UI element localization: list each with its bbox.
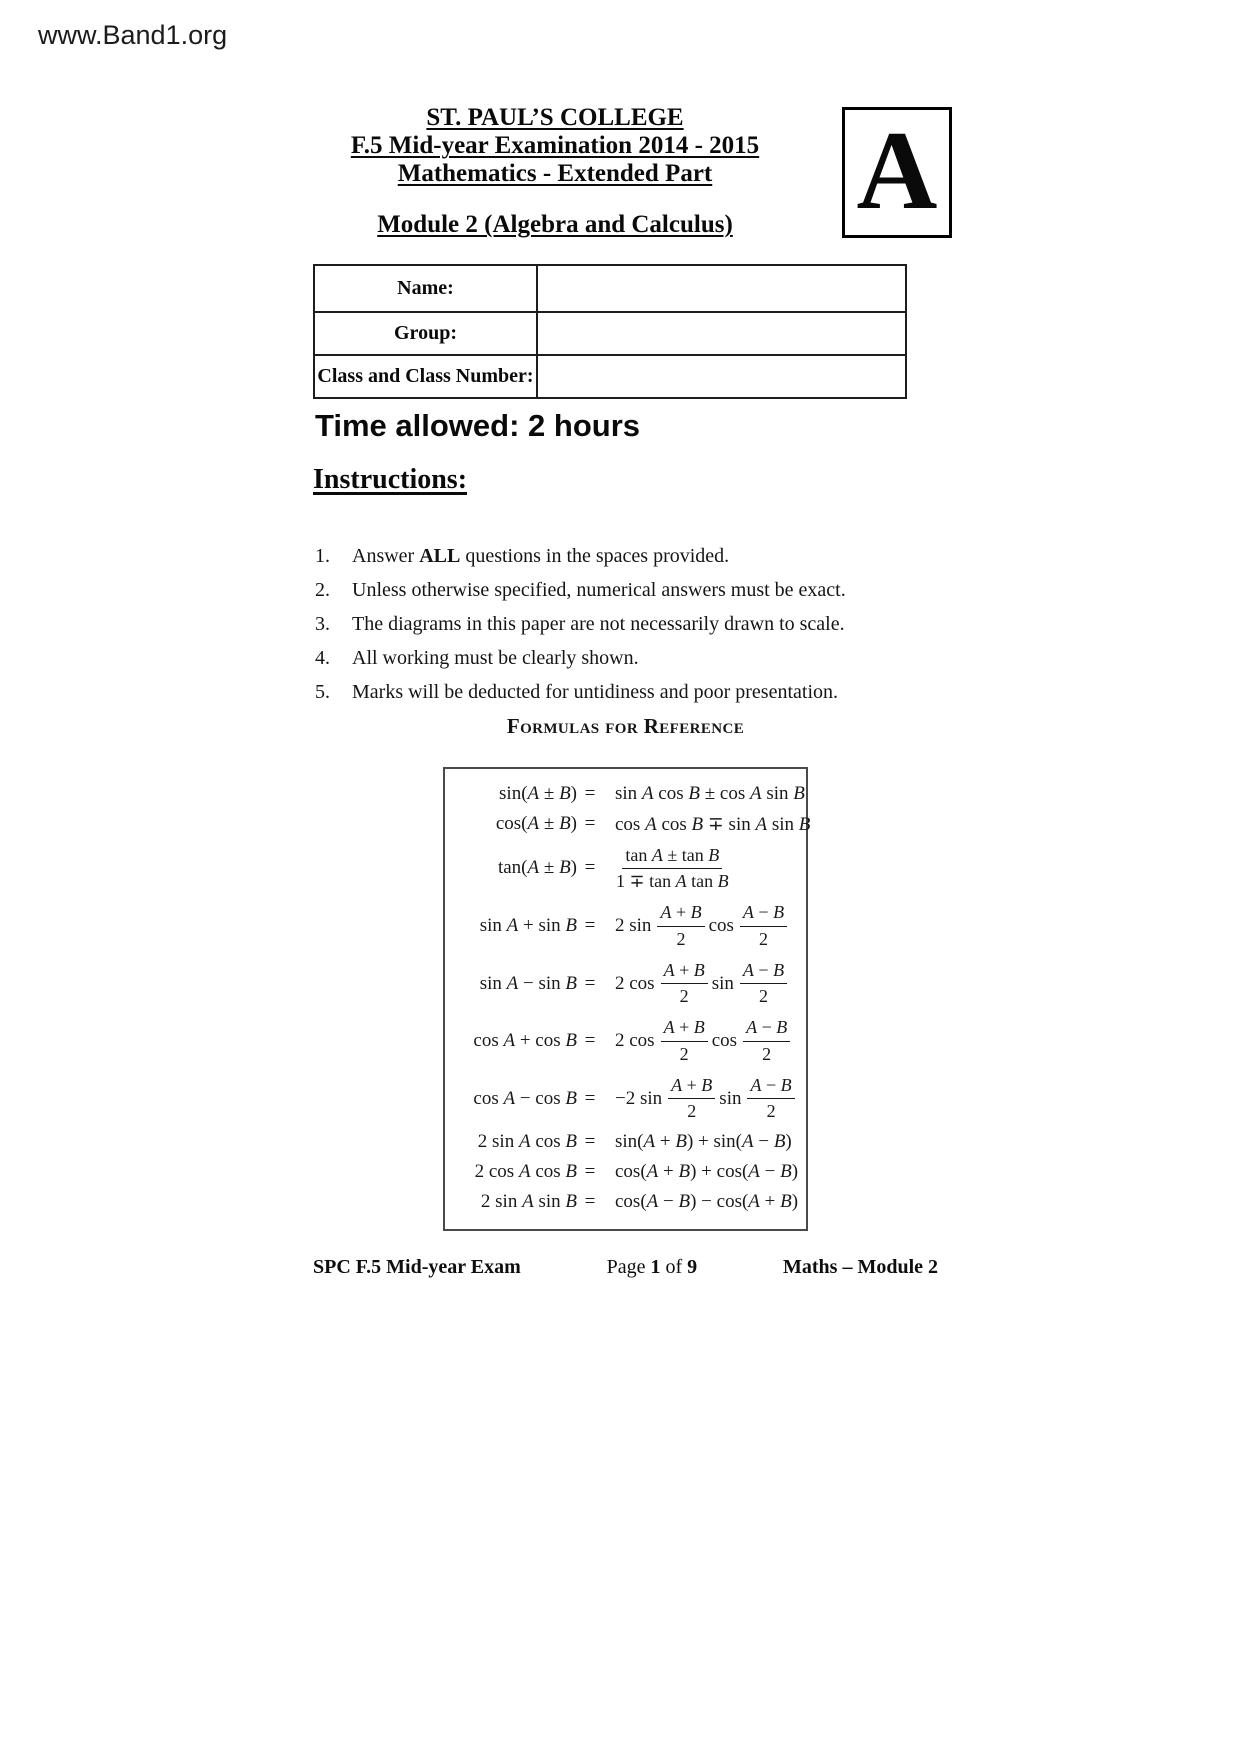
fraction: $\frac{A - B}{2}$ — [740, 901, 787, 951]
formula-lhs: sin A − sin B — [479, 972, 577, 994]
instruction-text: Unless otherwise specified, numerical answers must be exact. — [352, 579, 846, 601]
footer-page-indicator: Page 1 of 9 — [606, 1256, 698, 1278]
equals-sign: = — [584, 1030, 596, 1052]
info-table-value-cell — [537, 265, 906, 312]
instruction-text: Marks will be deducted for untidiness and poor presentation. — [352, 681, 838, 703]
formula-lhs: tan(A ± B) — [497, 857, 577, 879]
formula-rhs: −2 sin $\frac{A + B}{2}$ sin $\frac{A - B}{2}$ — [615, 1074, 799, 1124]
page-footer — [313, 1256, 938, 1279]
instruction-item — [315, 647, 935, 670]
module-title: Module 2 (Algebra and Calculus) — [377, 211, 733, 238]
info-table-label: Class and Class Number: — [314, 355, 537, 398]
formula-rhs: 2 cos $\frac{A + B}{2}$ cos $\frac{A - B}{2}$ — [615, 1016, 794, 1066]
instruction-number: 1. — [315, 545, 330, 567]
paper-version-letter: A — [856, 108, 938, 233]
footer-exam-name: SPC F.5 Mid-year Exam — [313, 1256, 521, 1278]
formula-lhs: cos(A ± B) — [495, 813, 577, 835]
instruction-text: All working must be clearly shown. — [352, 647, 639, 669]
info-table-label: Group: — [314, 312, 537, 355]
info-table-body — [314, 265, 906, 398]
instruction-number: 5. — [315, 681, 330, 703]
formula-lhs: sin A + sin B — [479, 915, 577, 937]
formula-row — [445, 783, 806, 805]
equals-sign: = — [584, 783, 596, 804]
formula-lhs: 2 cos A cos B — [474, 1161, 577, 1183]
equals-sign: = — [584, 857, 596, 879]
instruction-item — [315, 681, 935, 704]
formula-lhs: 2 sin A cos B — [477, 1131, 577, 1153]
formula-rhs: sin A cos B ± cos A sin B — [615, 783, 805, 804]
info-table-value-cell — [537, 312, 906, 355]
instruction-text: The diagrams in this paper are not necessarily drawn to scale. — [352, 613, 845, 635]
instructions-list — [315, 545, 935, 715]
info-table-row — [314, 312, 906, 355]
formula-row — [445, 1016, 806, 1066]
formula-row — [445, 844, 806, 894]
instruction-item — [315, 613, 935, 636]
fraction: $\frac{\text{tan A ± tan B}}{\text{1 ∓ tan A tan B}}$ — [616, 844, 729, 891]
fraction: $\frac{A + B}{2}$ — [661, 959, 708, 1009]
formulas-heading: Formulas for Reference — [506, 714, 745, 738]
formula-rhs: cos(A + B) + cos(A − B) — [615, 1161, 799, 1183]
formula-rhs: cos(A − B) − cos(A + B) — [615, 1190, 799, 1212]
formula-lhs: sin(A ± B) — [499, 783, 577, 804]
formula-row — [445, 959, 806, 1009]
fraction: $\frac{A + B}{2}$ — [661, 1016, 708, 1066]
equals-sign: = — [584, 1131, 596, 1153]
instruction-number: 4. — [315, 647, 330, 669]
equals-sign: = — [584, 915, 596, 937]
info-table-row — [314, 355, 906, 398]
fraction: $\frac{A - B}{2}$ — [747, 1074, 794, 1124]
info-table-value-cell — [537, 355, 906, 398]
equals-sign: = — [584, 1190, 596, 1212]
candidate-info-table — [313, 264, 907, 399]
formula-rhs — [615, 844, 733, 894]
equals-sign: = — [584, 813, 596, 835]
formula-lhs: cos A − cos B — [473, 1087, 577, 1109]
footer-subject-name: Maths – Module 2 — [783, 1256, 938, 1278]
formula-row — [445, 1161, 806, 1183]
exam-title: F.5 Mid-year Examination 2014 - 2015 — [350, 132, 760, 159]
instructions-heading: Instructions: — [313, 464, 468, 495]
time-allowed-text: Time allowed: 2 hours — [315, 408, 641, 443]
paper-version-box — [842, 107, 952, 238]
formula-row — [445, 1074, 806, 1124]
header-title-block — [255, 104, 855, 239]
subject-title: Mathematics - Extended Part — [397, 160, 713, 187]
formula-row — [445, 1131, 806, 1153]
formula-rhs: sin(A + B) + sin(A − B) — [615, 1131, 792, 1153]
equals-sign: = — [584, 1161, 596, 1183]
formula-row — [445, 1191, 806, 1213]
formula-rhs: 2 sin $\frac{A + B}{2}$ cos $\frac{A - B}{2}$ — [615, 901, 791, 951]
fraction: $\frac{A - B}{2}$ — [740, 959, 787, 1009]
watermark-url: www.Band1.org — [38, 20, 228, 50]
formula-row — [445, 813, 811, 836]
formula-row — [445, 901, 806, 951]
formula-rhs: 2 cos $\frac{A + B}{2}$ sin $\frac{A - B}{2}$ — [615, 959, 791, 1009]
formula-rhs: cos A cos B ∓ sin A sin B — [615, 813, 811, 835]
info-table-label: Name: — [314, 265, 537, 312]
formula-lhs: 2 sin A sin B — [480, 1190, 577, 1212]
fraction: $\frac{A + B}{2}$ — [668, 1074, 715, 1124]
fraction: $\frac{A - B}{2}$ — [743, 1016, 790, 1066]
instruction-item — [315, 545, 935, 568]
instruction-number: 3. — [315, 613, 330, 635]
formula-lhs: cos A + cos B — [473, 1030, 577, 1052]
equals-sign: = — [584, 1087, 596, 1109]
instruction-text: Answer ALL questions in the spaces provided. — [352, 545, 730, 567]
instruction-item — [315, 579, 935, 602]
school-name: ST. PAUL’S COLLEGE — [426, 104, 684, 131]
equals-sign: = — [584, 972, 596, 994]
info-table-row — [314, 265, 906, 312]
instruction-number: 2. — [315, 579, 330, 601]
fraction: $\frac{A + B}{2}$ — [657, 901, 704, 951]
formulas-reference-box — [443, 767, 811, 1231]
